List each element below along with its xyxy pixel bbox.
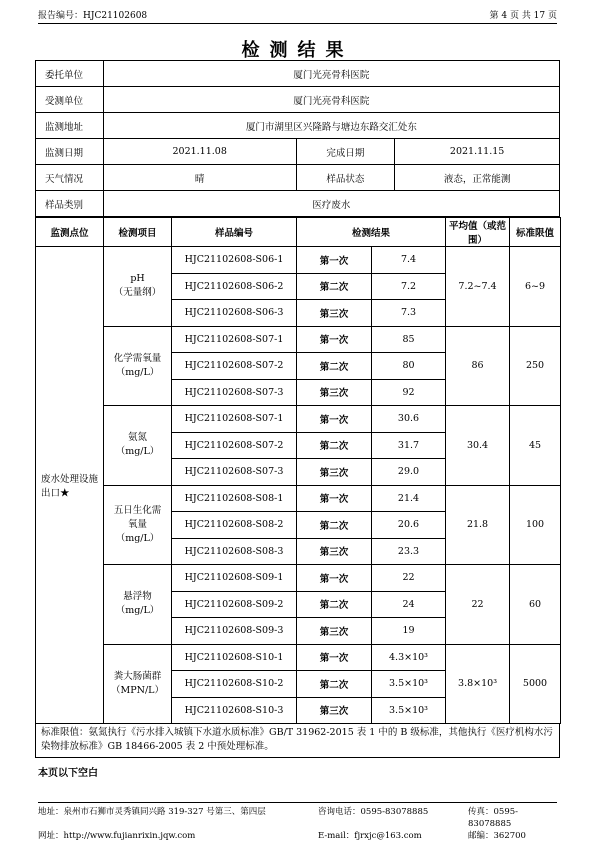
test-round: 第一次: [297, 406, 372, 433]
sample-id: HJC21102608-S06-2: [172, 273, 297, 300]
site-value: 厦门市湖里区兴隆路与塘边东路交汇处东: [103, 113, 559, 139]
test-item: pH （无量纲）: [104, 247, 172, 327]
footer-zip: 邮编：362700: [468, 831, 526, 841]
col-item: 检测项目: [104, 218, 172, 247]
table-row: [36, 565, 561, 592]
test-result: 30.6: [372, 406, 446, 433]
test-result: 24: [372, 591, 446, 618]
standard-limit: 60: [510, 565, 561, 645]
average-value: 22: [446, 565, 510, 645]
standard-limit: 250: [510, 326, 561, 406]
footer-fax: 传真：0595-83078885: [468, 807, 519, 829]
test-item: 粪大肠菌群 （MPN/L）: [104, 644, 172, 724]
average-value: 86: [446, 326, 510, 406]
test-round: 第二次: [297, 432, 372, 459]
sample-id: HJC21102608-S08-3: [172, 538, 297, 565]
done-label: 完成日期: [296, 139, 395, 165]
test-result: 4.3×10³: [372, 644, 446, 671]
standard-limit: 100: [510, 485, 561, 565]
test-result: 3.5×10³: [372, 697, 446, 724]
date-value: 2021.11.08: [103, 139, 296, 165]
test-round: 第三次: [297, 379, 372, 406]
footer-address: 地址：泉州市石狮市灵秀镇同兴路 319-327 号第三、第四层: [38, 807, 266, 817]
footer-website: 网址：http://www.fujianrixin.jqw.com: [38, 831, 196, 841]
weather-value: 晴: [103, 165, 296, 191]
table-row: [36, 326, 561, 353]
test-round: 第三次: [297, 538, 372, 565]
sample-id: HJC21102608-S09-1: [172, 565, 297, 592]
test-result: 20.6: [372, 512, 446, 539]
standard-limit: 45: [510, 406, 561, 486]
standard-limit: 5000: [510, 644, 561, 724]
test-round: 第二次: [297, 591, 372, 618]
standard-note: 标准限值：氨氮执行《污水排入城镇下水道水质标准》GB/T 31962-2015 表 1 中的 B 级标准，其他执行《医疗机构水污染物排放标准》GB 18466-2005 表 2 中预处理标准。: [35, 724, 560, 758]
results-table: [35, 217, 561, 724]
sample-id: HJC21102608-S07-1: [172, 326, 297, 353]
test-result: 21.4: [372, 485, 446, 512]
sample-id: HJC21102608-S07-2: [172, 353, 297, 380]
test-round: 第三次: [297, 300, 372, 327]
col-avg: 平均值（或范围）: [446, 218, 510, 247]
site-label: 监测地址: [36, 113, 104, 139]
test-result: 7.3: [372, 300, 446, 327]
test-item: 五日生化需 氧量 （mg/L）: [104, 485, 172, 565]
test-round: 第一次: [297, 326, 372, 353]
footer-email: E-mail：fjrxjc@163.com: [318, 831, 422, 841]
test-result: 31.7: [372, 432, 446, 459]
test-round: 第一次: [297, 485, 372, 512]
test-round: 第二次: [297, 353, 372, 380]
results-header-row: [36, 218, 561, 247]
sample-id: HJC21102608-S10-1: [172, 644, 297, 671]
page-number: 第 4 页 共 17 页: [489, 11, 557, 21]
client-label: 委托单位: [36, 61, 104, 87]
test-round: 第一次: [297, 644, 372, 671]
table-row: [36, 644, 561, 671]
test-round: 第三次: [297, 459, 372, 486]
test-result: 80: [372, 353, 446, 380]
table-row: [36, 247, 561, 274]
page-header: [38, 8, 557, 24]
sample-id: HJC21102608-S07-3: [172, 459, 297, 486]
done-value: 2021.11.15: [395, 139, 560, 165]
test-result: 29.0: [372, 459, 446, 486]
sample-id: HJC21102608-S09-3: [172, 618, 297, 645]
monitoring-point: 废水处理设施出口★: [36, 247, 104, 724]
report-number: 报告编号：HJC21102608: [38, 11, 148, 21]
type-value: 医疗废水: [103, 191, 559, 217]
page-footer: [38, 802, 557, 842]
sample-id: HJC21102608-S07-1: [172, 406, 297, 433]
average-value: 7.2~7.4: [446, 247, 510, 327]
average-value: 3.8×10³: [446, 644, 510, 724]
state-label: 样品状态: [296, 165, 395, 191]
test-round: 第三次: [297, 697, 372, 724]
test-result: 22: [372, 565, 446, 592]
table-row: [36, 406, 561, 433]
results-section: [35, 217, 560, 758]
test-round: 第三次: [297, 618, 372, 645]
test-item: 悬浮物 （mg/L）: [104, 565, 172, 645]
col-limit: 标准限值: [510, 218, 561, 247]
sample-id: HJC21102608-S07-2: [172, 432, 297, 459]
test-round: 第二次: [297, 273, 372, 300]
table-row: [36, 485, 561, 512]
sample-id: HJC21102608-S06-3: [172, 300, 297, 327]
test-result: 7.2: [372, 273, 446, 300]
test-item: 氨氮 （mg/L）: [104, 406, 172, 486]
type-label: 样品类别: [36, 191, 104, 217]
page-title: 检测结果: [241, 40, 354, 61]
footer-phone: 咨询电话：0595-83078885: [318, 807, 429, 817]
standard-limit: 6~9: [510, 247, 561, 327]
sample-id: HJC21102608-S09-2: [172, 591, 297, 618]
sample-id: HJC21102608-S08-1: [172, 485, 297, 512]
test-result: 92: [372, 379, 446, 406]
average-value: 30.4: [446, 406, 510, 486]
date-label: 监测日期: [36, 139, 104, 165]
test-result: 19: [372, 618, 446, 645]
test-round: 第二次: [297, 512, 372, 539]
col-sample: 样品编号: [172, 218, 297, 247]
weather-label: 天气情况: [36, 165, 104, 191]
test-result: 23.3: [372, 538, 446, 565]
results-body: [36, 247, 561, 724]
sample-id: HJC21102608-S08-2: [172, 512, 297, 539]
test-round: 第一次: [297, 565, 372, 592]
test-result: 3.5×10³: [372, 671, 446, 698]
test-round: 第一次: [297, 247, 372, 274]
test-item: 化学需氧量 （mg/L）: [104, 326, 172, 406]
sample-id: HJC21102608-S06-1: [172, 247, 297, 274]
client-value: 厦门光亮骨科医院: [103, 61, 559, 87]
info-table: [35, 60, 560, 217]
col-result: 检测结果: [297, 218, 446, 247]
sample-id: HJC21102608-S10-3: [172, 697, 297, 724]
test-round: 第二次: [297, 671, 372, 698]
sample-id: HJC21102608-S07-3: [172, 379, 297, 406]
sample-id: HJC21102608-S10-2: [172, 671, 297, 698]
average-value: 21.8: [446, 485, 510, 565]
col-point: 监测点位: [36, 218, 104, 247]
state-value: 液态，正常能测: [395, 165, 560, 191]
test-result: 85: [372, 326, 446, 353]
test-result: 7.4: [372, 247, 446, 274]
tested-label: 受测单位: [36, 87, 104, 113]
tested-value: 厦门光亮骨科医院: [103, 87, 559, 113]
blank-notice: 本页以下空白: [38, 768, 98, 779]
